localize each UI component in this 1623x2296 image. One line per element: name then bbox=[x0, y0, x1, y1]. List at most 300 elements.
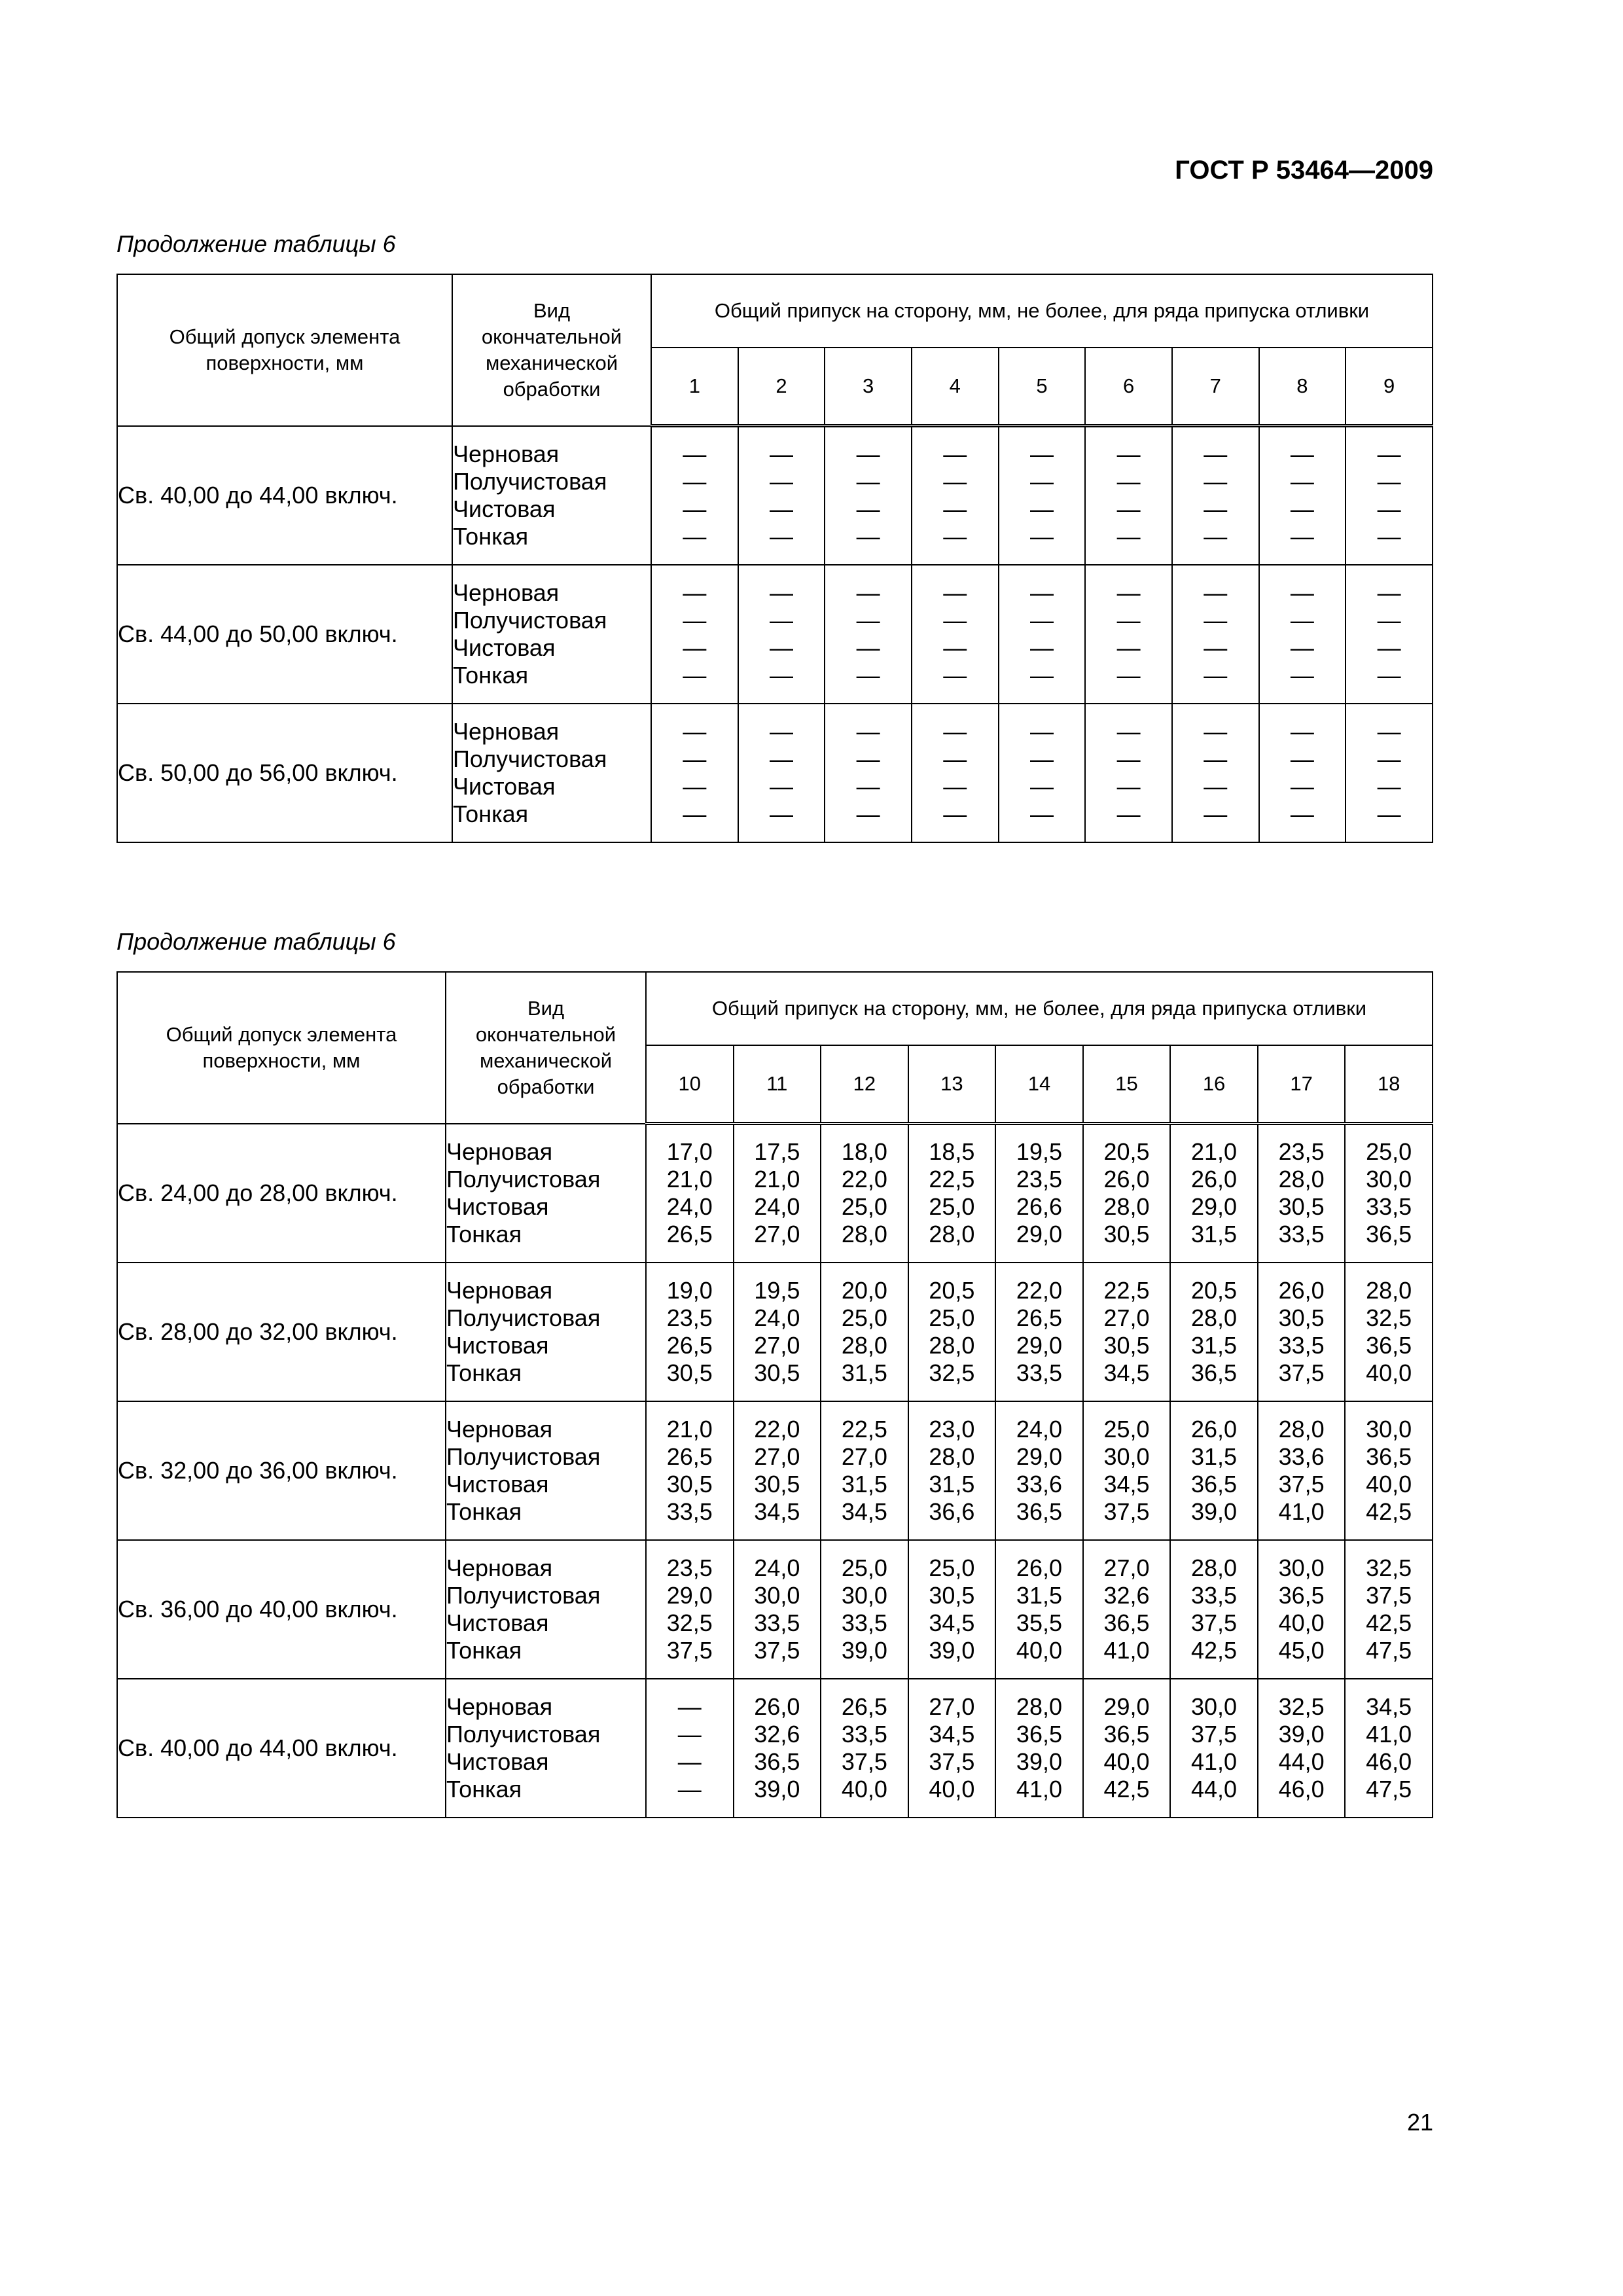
allowance-cell-series-15 bbox=[1083, 1401, 1171, 1540]
allowance-value: 39,0 bbox=[1278, 1720, 1325, 1748]
machining-types bbox=[446, 1540, 646, 1679]
allowance-value: — bbox=[769, 800, 793, 827]
allowance-value: 27,0 bbox=[754, 1331, 800, 1359]
allowance-value: — bbox=[1204, 495, 1228, 523]
allowance-value: 31,5 bbox=[841, 1359, 887, 1386]
header-series-5: 5 bbox=[999, 348, 1086, 426]
allowance-value: — bbox=[1116, 717, 1141, 745]
allowance-value: — bbox=[856, 495, 880, 523]
allowance-value: — bbox=[856, 634, 880, 661]
allowance-value: — bbox=[856, 523, 880, 550]
allowance-value: 36,5 bbox=[1016, 1720, 1062, 1748]
allowance-value: — bbox=[1116, 468, 1141, 495]
allowance-cell-series-6 bbox=[1085, 565, 1172, 704]
allowance-value: — bbox=[1029, 717, 1054, 745]
machining-type-label: Чистовая bbox=[446, 1331, 549, 1359]
allowance-value: 36,5 bbox=[1103, 1609, 1150, 1636]
machining-type-label: Черновая bbox=[446, 1554, 553, 1581]
allowance-value: — bbox=[856, 440, 880, 468]
allowance-value: 19,5 bbox=[1016, 1138, 1062, 1166]
allowance-value: — bbox=[1290, 717, 1314, 745]
allowance-value: — bbox=[1290, 800, 1314, 827]
allowance-cell-series-11 bbox=[734, 1540, 821, 1679]
allowance-cell-series-15 bbox=[1083, 1124, 1171, 1263]
allowance-cell-series-9 bbox=[1346, 426, 1433, 565]
allowance-value: 36,5 bbox=[1366, 1221, 1412, 1248]
allowance-cell-series-18 bbox=[1345, 1263, 1433, 1401]
allowance-value: — bbox=[677, 1693, 702, 1720]
allowance-value: 26,0 bbox=[754, 1693, 800, 1720]
allowance-value: — bbox=[1029, 745, 1054, 772]
allowance-value: 47,5 bbox=[1366, 1775, 1412, 1803]
allowance-value: — bbox=[1290, 661, 1314, 689]
allowance-cell-series-1 bbox=[651, 565, 738, 704]
tolerance-range: Св. 40,00 до 44,00 включ. bbox=[117, 1679, 446, 1818]
allowance-value: 21,0 bbox=[666, 1415, 713, 1443]
allowance-value: — bbox=[683, 495, 707, 523]
allowance-value: 29,0 bbox=[1016, 1331, 1062, 1359]
allowance-value: — bbox=[856, 661, 880, 689]
allowance-value: — bbox=[1204, 523, 1228, 550]
machining-type-label: Тонкая bbox=[446, 1359, 522, 1386]
allowance-value: 28,0 bbox=[1278, 1166, 1325, 1193]
allowance-value: — bbox=[1204, 661, 1228, 689]
allowance-value: 30,5 bbox=[1103, 1331, 1150, 1359]
allowance-value: 33,5 bbox=[1191, 1581, 1238, 1609]
allowance-value: 33,5 bbox=[754, 1609, 800, 1636]
tolerance-range: Св. 28,00 до 32,00 включ. bbox=[117, 1263, 446, 1401]
allowance-value: 37,5 bbox=[754, 1636, 800, 1664]
allowance-value: — bbox=[1029, 440, 1054, 468]
allowance-value: — bbox=[1204, 606, 1228, 634]
allowance-value: 23,5 bbox=[666, 1304, 713, 1331]
allowance-cell-series-18 bbox=[1345, 1124, 1433, 1263]
allowance-value: 36,5 bbox=[1191, 1470, 1238, 1498]
allowance-value: — bbox=[1116, 579, 1141, 606]
allowance-value: 40,0 bbox=[841, 1775, 887, 1803]
allowance-value: 34,5 bbox=[1366, 1693, 1412, 1720]
machining-type-label: Тонкая bbox=[446, 1636, 522, 1664]
allowance-value: 33,5 bbox=[841, 1720, 887, 1748]
allowance-cell-series-11 bbox=[734, 1263, 821, 1401]
allowance-value: 22,0 bbox=[1016, 1276, 1062, 1304]
allowance-value: 28,0 bbox=[841, 1331, 887, 1359]
allowance-value: 30,5 bbox=[666, 1470, 713, 1498]
header-series-12: 12 bbox=[821, 1045, 908, 1124]
allowance-value: 29,0 bbox=[1016, 1443, 1062, 1470]
allowance-value: 30,0 bbox=[1191, 1693, 1238, 1720]
allowance-value: 27,0 bbox=[841, 1443, 887, 1470]
allowance-value: — bbox=[943, 440, 967, 468]
allowance-value: — bbox=[683, 634, 707, 661]
allowance-value: 37,5 bbox=[666, 1636, 713, 1664]
allowance-value: 40,0 bbox=[1016, 1636, 1062, 1664]
allowance-value: — bbox=[1116, 495, 1141, 523]
allowance-value: 40,0 bbox=[929, 1775, 975, 1803]
allowance-value: 26,0 bbox=[1103, 1166, 1150, 1193]
allowance-cell-series-3 bbox=[825, 565, 912, 704]
header-series-18: 18 bbox=[1345, 1045, 1433, 1124]
machining-type-label: Черновая bbox=[446, 1415, 553, 1443]
allowance-value: 39,0 bbox=[929, 1636, 975, 1664]
allowance-value: 41,0 bbox=[1278, 1498, 1325, 1525]
allowance-cell-series-3 bbox=[825, 704, 912, 842]
allowance-value: — bbox=[1116, 772, 1141, 800]
allowance-value: 33,5 bbox=[1366, 1193, 1412, 1221]
allowance-value: 31,5 bbox=[1191, 1443, 1238, 1470]
allowance-value: 21,0 bbox=[1191, 1138, 1238, 1166]
machining-type-label: Получистовая bbox=[446, 1581, 601, 1609]
machining-type-label: Тонкая bbox=[453, 800, 529, 827]
allowance-value: 30,0 bbox=[841, 1581, 887, 1609]
allowance-value: 34,5 bbox=[1103, 1470, 1150, 1498]
allowance-cell-series-2 bbox=[738, 426, 825, 565]
machining-type-label: Черновая bbox=[453, 579, 560, 606]
allowance-value: — bbox=[1377, 579, 1401, 606]
allowance-value: — bbox=[1377, 772, 1401, 800]
allowance-value: — bbox=[769, 745, 793, 772]
allowance-value: 36,6 bbox=[929, 1498, 975, 1525]
tolerance-range: Св. 32,00 до 36,00 включ. bbox=[117, 1401, 446, 1540]
allowance-value: 37,5 bbox=[1191, 1609, 1238, 1636]
allowance-value: 32,5 bbox=[666, 1609, 713, 1636]
header-series-2: 2 bbox=[738, 348, 825, 426]
allowance-value: 24,0 bbox=[754, 1554, 800, 1581]
allowance-value: — bbox=[1290, 495, 1314, 523]
allowance-cell-series-17 bbox=[1258, 1401, 1346, 1540]
allowance-cell-series-10 bbox=[646, 1124, 734, 1263]
allowance-cell-series-16 bbox=[1170, 1540, 1258, 1679]
allowance-value: 30,5 bbox=[1103, 1221, 1150, 1248]
allowance-cell-series-2 bbox=[738, 565, 825, 704]
allowance-value: — bbox=[677, 1775, 702, 1803]
table-1-caption: Продолжение таблицы 6 bbox=[116, 230, 396, 257]
allowance-value: — bbox=[683, 523, 707, 550]
allowance-value: 28,0 bbox=[841, 1221, 887, 1248]
allowance-value: 23,0 bbox=[929, 1415, 975, 1443]
allowance-cell-series-6 bbox=[1085, 426, 1172, 565]
machining-type-label: Получистовая bbox=[446, 1443, 601, 1470]
allowance-cell-series-5 bbox=[999, 565, 1086, 704]
allowance-value: 17,0 bbox=[666, 1138, 713, 1166]
allowance-cell-series-14 bbox=[995, 1263, 1083, 1401]
allowance-value: 36,5 bbox=[1191, 1359, 1238, 1386]
allowance-value: — bbox=[1290, 579, 1314, 606]
allowance-value: — bbox=[943, 495, 967, 523]
machining-type-label: Тонкая bbox=[453, 522, 529, 550]
allowance-cell-series-17 bbox=[1258, 1540, 1346, 1679]
allowance-value: — bbox=[1377, 661, 1401, 689]
table-row bbox=[117, 1679, 1433, 1818]
allowance-value: — bbox=[1029, 468, 1054, 495]
allowance-value: — bbox=[683, 440, 707, 468]
header-allowance: Общий припуск на сторону, мм, не более, для ряда припуска отливки bbox=[651, 274, 1433, 348]
allowance-value: — bbox=[943, 606, 967, 634]
allowance-value: — bbox=[769, 440, 793, 468]
allowance-value: 39,0 bbox=[1016, 1748, 1062, 1775]
allowance-value: 28,0 bbox=[929, 1443, 975, 1470]
allowance-value: 21,0 bbox=[754, 1166, 800, 1193]
table-row bbox=[117, 1124, 1433, 1263]
allowance-value: 32,5 bbox=[1366, 1304, 1412, 1331]
allowance-cell-series-9 bbox=[1346, 704, 1433, 842]
allowance-value: 31,5 bbox=[1016, 1581, 1062, 1609]
allowance-cell-series-17 bbox=[1258, 1679, 1346, 1818]
allowance-value: 30,0 bbox=[1366, 1415, 1412, 1443]
machining-types bbox=[446, 1679, 646, 1818]
allowance-value: — bbox=[943, 661, 967, 689]
allowance-value: 31,5 bbox=[929, 1470, 975, 1498]
allowance-cell-series-5 bbox=[999, 426, 1086, 565]
allowance-value: — bbox=[1029, 634, 1054, 661]
allowance-value: 20,5 bbox=[1191, 1276, 1238, 1304]
allowance-value: 26,5 bbox=[1016, 1304, 1062, 1331]
allowance-value: 33,6 bbox=[1016, 1470, 1062, 1498]
allowance-cell-series-8 bbox=[1259, 704, 1346, 842]
allowance-value: — bbox=[943, 523, 967, 550]
allowance-value: 21,0 bbox=[666, 1166, 713, 1193]
allowance-value: — bbox=[683, 661, 707, 689]
allowance-cell-series-18 bbox=[1345, 1679, 1433, 1818]
allowance-value: — bbox=[1377, 717, 1401, 745]
allowance-value: 34,5 bbox=[929, 1609, 975, 1636]
allowance-value: 18,5 bbox=[929, 1138, 975, 1166]
allowance-value: 31,5 bbox=[1191, 1221, 1238, 1248]
allowance-value: — bbox=[856, 772, 880, 800]
header-series-17: 17 bbox=[1258, 1045, 1346, 1124]
header-machining-type: Вид окончательной механической обработки bbox=[446, 972, 646, 1124]
allowance-cell-series-11 bbox=[734, 1124, 821, 1263]
allowance-value: 33,5 bbox=[841, 1609, 887, 1636]
allowance-value: 37,5 bbox=[1103, 1498, 1150, 1525]
tolerance-range: Св. 40,00 до 44,00 включ. bbox=[117, 426, 452, 565]
allowance-value: 24,0 bbox=[754, 1304, 800, 1331]
allowance-cell-series-6 bbox=[1085, 704, 1172, 842]
allowance-value: — bbox=[1290, 468, 1314, 495]
allowance-cell-series-1 bbox=[651, 704, 738, 842]
allowance-value: — bbox=[856, 800, 880, 827]
table-row bbox=[117, 704, 1433, 842]
allowance-value: — bbox=[1377, 745, 1401, 772]
allowance-value: 25,0 bbox=[1103, 1415, 1150, 1443]
allowance-value: — bbox=[769, 495, 793, 523]
allowance-value: — bbox=[1116, 661, 1141, 689]
allowance-value: 28,0 bbox=[1016, 1693, 1062, 1720]
allowance-value: 22,0 bbox=[754, 1415, 800, 1443]
allowance-cell-series-1 bbox=[651, 426, 738, 565]
machining-type-label: Получистовая bbox=[446, 1304, 601, 1331]
allowance-value: 24,0 bbox=[666, 1193, 713, 1221]
allowance-value: — bbox=[677, 1748, 702, 1775]
header-series-14: 14 bbox=[995, 1045, 1083, 1124]
allowance-value: — bbox=[1290, 745, 1314, 772]
allowance-cell-series-8 bbox=[1259, 565, 1346, 704]
allowance-value: 33,6 bbox=[1278, 1443, 1325, 1470]
allowance-value: — bbox=[1290, 606, 1314, 634]
allowance-value: 28,0 bbox=[1191, 1554, 1238, 1581]
allowance-value: 33,5 bbox=[1278, 1331, 1325, 1359]
allowance-value: 32,5 bbox=[1278, 1693, 1325, 1720]
allowance-cell-series-16 bbox=[1170, 1401, 1258, 1540]
allowance-value: 27,0 bbox=[754, 1443, 800, 1470]
allowance-value: 41,0 bbox=[1016, 1775, 1062, 1803]
allowance-value: 24,0 bbox=[1016, 1415, 1062, 1443]
allowance-cell-series-12 bbox=[821, 1263, 908, 1401]
page-number: 21 bbox=[1406, 2109, 1433, 2136]
machining-type-label: Чистовая bbox=[453, 634, 556, 661]
table-row bbox=[117, 1401, 1433, 1540]
allowance-value: 25,0 bbox=[841, 1193, 887, 1221]
allowance-table-2 bbox=[116, 971, 1433, 1818]
table-2-caption: Продолжение таблицы 6 bbox=[116, 928, 396, 955]
allowance-value: — bbox=[1204, 772, 1228, 800]
allowance-value: — bbox=[856, 717, 880, 745]
allowance-value: — bbox=[1204, 800, 1228, 827]
allowance-value: — bbox=[856, 468, 880, 495]
allowance-value: — bbox=[683, 772, 707, 800]
table-row bbox=[117, 1540, 1433, 1679]
allowance-value: — bbox=[943, 772, 967, 800]
allowance-value: 33,5 bbox=[1278, 1221, 1325, 1248]
allowance-value: — bbox=[769, 634, 793, 661]
allowance-value: 36,5 bbox=[1278, 1581, 1325, 1609]
allowance-value: 30,0 bbox=[1278, 1554, 1325, 1581]
allowance-cell-series-15 bbox=[1083, 1263, 1171, 1401]
header-series-1: 1 bbox=[651, 348, 738, 426]
allowance-value: 40,0 bbox=[1103, 1748, 1150, 1775]
allowance-value: — bbox=[1029, 606, 1054, 634]
allowance-value: — bbox=[1204, 468, 1228, 495]
allowance-cell-series-10 bbox=[646, 1679, 734, 1818]
allowance-value: — bbox=[683, 468, 707, 495]
machining-type-label: Чистовая bbox=[453, 495, 556, 522]
allowance-value: 30,0 bbox=[1366, 1166, 1412, 1193]
allowance-value: 42,5 bbox=[1103, 1775, 1150, 1803]
allowance-cell-series-3 bbox=[825, 426, 912, 565]
header-series-13: 13 bbox=[908, 1045, 996, 1124]
allowance-value: — bbox=[1377, 606, 1401, 634]
machining-types bbox=[446, 1263, 646, 1401]
allowance-value: 37,5 bbox=[1191, 1720, 1238, 1748]
machining-type-label: Чистовая bbox=[446, 1748, 549, 1775]
allowance-cell-series-12 bbox=[821, 1401, 908, 1540]
machining-type-label: Черновая bbox=[446, 1138, 553, 1165]
allowance-value: — bbox=[1204, 717, 1228, 745]
allowance-value: — bbox=[943, 800, 967, 827]
allowance-value: 22,5 bbox=[929, 1166, 975, 1193]
allowance-value: 40,0 bbox=[1366, 1359, 1412, 1386]
allowance-cell-series-14 bbox=[995, 1124, 1083, 1263]
machining-type-label: Чистовая bbox=[446, 1193, 549, 1220]
table-row bbox=[117, 1263, 1433, 1401]
allowance-value: — bbox=[856, 579, 880, 606]
header-series-3: 3 bbox=[825, 348, 912, 426]
allowance-value: 20,0 bbox=[841, 1276, 887, 1304]
allowance-value: 20,5 bbox=[1103, 1138, 1150, 1166]
allowance-value: 32,5 bbox=[929, 1359, 975, 1386]
allowance-value: — bbox=[1116, 800, 1141, 827]
machining-type-label: Получистовая bbox=[446, 1720, 601, 1748]
allowance-cell-series-10 bbox=[646, 1263, 734, 1401]
machining-type-label: Получистовая bbox=[453, 606, 607, 634]
allowance-value: — bbox=[1204, 634, 1228, 661]
header-series-4: 4 bbox=[912, 348, 999, 426]
allowance-cell-series-4 bbox=[912, 426, 999, 565]
allowance-value: — bbox=[1377, 634, 1401, 661]
header-machining-type: Вид окончательной механической обработки bbox=[452, 274, 651, 426]
allowance-cell-series-13 bbox=[908, 1263, 996, 1401]
allowance-value: 37,5 bbox=[841, 1748, 887, 1775]
allowance-value: 36,5 bbox=[754, 1748, 800, 1775]
allowance-value: 41,0 bbox=[1103, 1636, 1150, 1664]
allowance-cell-series-11 bbox=[734, 1679, 821, 1818]
allowance-value: — bbox=[1377, 800, 1401, 827]
allowance-value: 27,0 bbox=[754, 1221, 800, 1248]
allowance-value: 37,5 bbox=[1366, 1581, 1412, 1609]
allowance-cell-series-8 bbox=[1259, 426, 1346, 565]
allowance-value: — bbox=[943, 745, 967, 772]
allowance-value: — bbox=[1029, 495, 1054, 523]
allowance-cell-series-10 bbox=[646, 1401, 734, 1540]
allowance-value: — bbox=[1290, 440, 1314, 468]
allowance-value: 30,5 bbox=[1278, 1193, 1325, 1221]
allowance-table-1 bbox=[116, 274, 1433, 843]
allowance-value: — bbox=[1204, 579, 1228, 606]
allowance-value: — bbox=[1116, 523, 1141, 550]
allowance-value: 30,0 bbox=[1103, 1443, 1150, 1470]
allowance-value: 23,5 bbox=[1016, 1166, 1062, 1193]
allowance-value: 26,5 bbox=[841, 1693, 887, 1720]
allowance-value: — bbox=[1204, 745, 1228, 772]
allowance-value: 30,5 bbox=[666, 1359, 713, 1386]
allowance-value: 26,0 bbox=[1278, 1276, 1325, 1304]
allowance-cell-series-15 bbox=[1083, 1679, 1171, 1818]
allowance-value: — bbox=[1029, 579, 1054, 606]
allowance-value: 41,0 bbox=[1191, 1748, 1238, 1775]
allowance-value: 37,5 bbox=[929, 1748, 975, 1775]
tolerance-range: Св. 44,00 до 50,00 включ. bbox=[117, 565, 452, 704]
machining-type-label: Чистовая bbox=[453, 772, 556, 800]
allowance-value: — bbox=[1029, 800, 1054, 827]
machining-type-label: Получистовая bbox=[453, 745, 607, 772]
tolerance-range: Св. 36,00 до 40,00 включ. bbox=[117, 1540, 446, 1679]
table-row bbox=[117, 426, 1433, 565]
allowance-cell-series-9 bbox=[1346, 565, 1433, 704]
machining-type-label: Получистовая bbox=[453, 467, 607, 495]
machining-types bbox=[452, 426, 651, 565]
allowance-cell-series-4 bbox=[912, 565, 999, 704]
allowance-cell-series-10 bbox=[646, 1540, 734, 1679]
header-allowance: Общий припуск на сторону, мм, не более, для ряда припуска отливки bbox=[646, 972, 1433, 1045]
allowance-value: — bbox=[1116, 440, 1141, 468]
allowance-value: 42,5 bbox=[1366, 1498, 1412, 1525]
allowance-value: — bbox=[683, 717, 707, 745]
allowance-cell-series-16 bbox=[1170, 1263, 1258, 1401]
machining-types bbox=[452, 704, 651, 842]
allowance-value: 33,5 bbox=[1016, 1359, 1062, 1386]
allowance-value: 30,5 bbox=[754, 1359, 800, 1386]
allowance-value: 34,5 bbox=[1103, 1359, 1150, 1386]
allowance-value: 40,0 bbox=[1278, 1609, 1325, 1636]
allowance-cell-series-13 bbox=[908, 1401, 996, 1540]
allowance-value: 35,5 bbox=[1016, 1609, 1062, 1636]
allowance-value: — bbox=[769, 717, 793, 745]
allowance-value: — bbox=[856, 606, 880, 634]
allowance-value: 28,0 bbox=[929, 1331, 975, 1359]
allowance-value: 30,5 bbox=[754, 1470, 800, 1498]
allowance-value: 28,0 bbox=[929, 1221, 975, 1248]
header-series-6: 6 bbox=[1085, 348, 1172, 426]
